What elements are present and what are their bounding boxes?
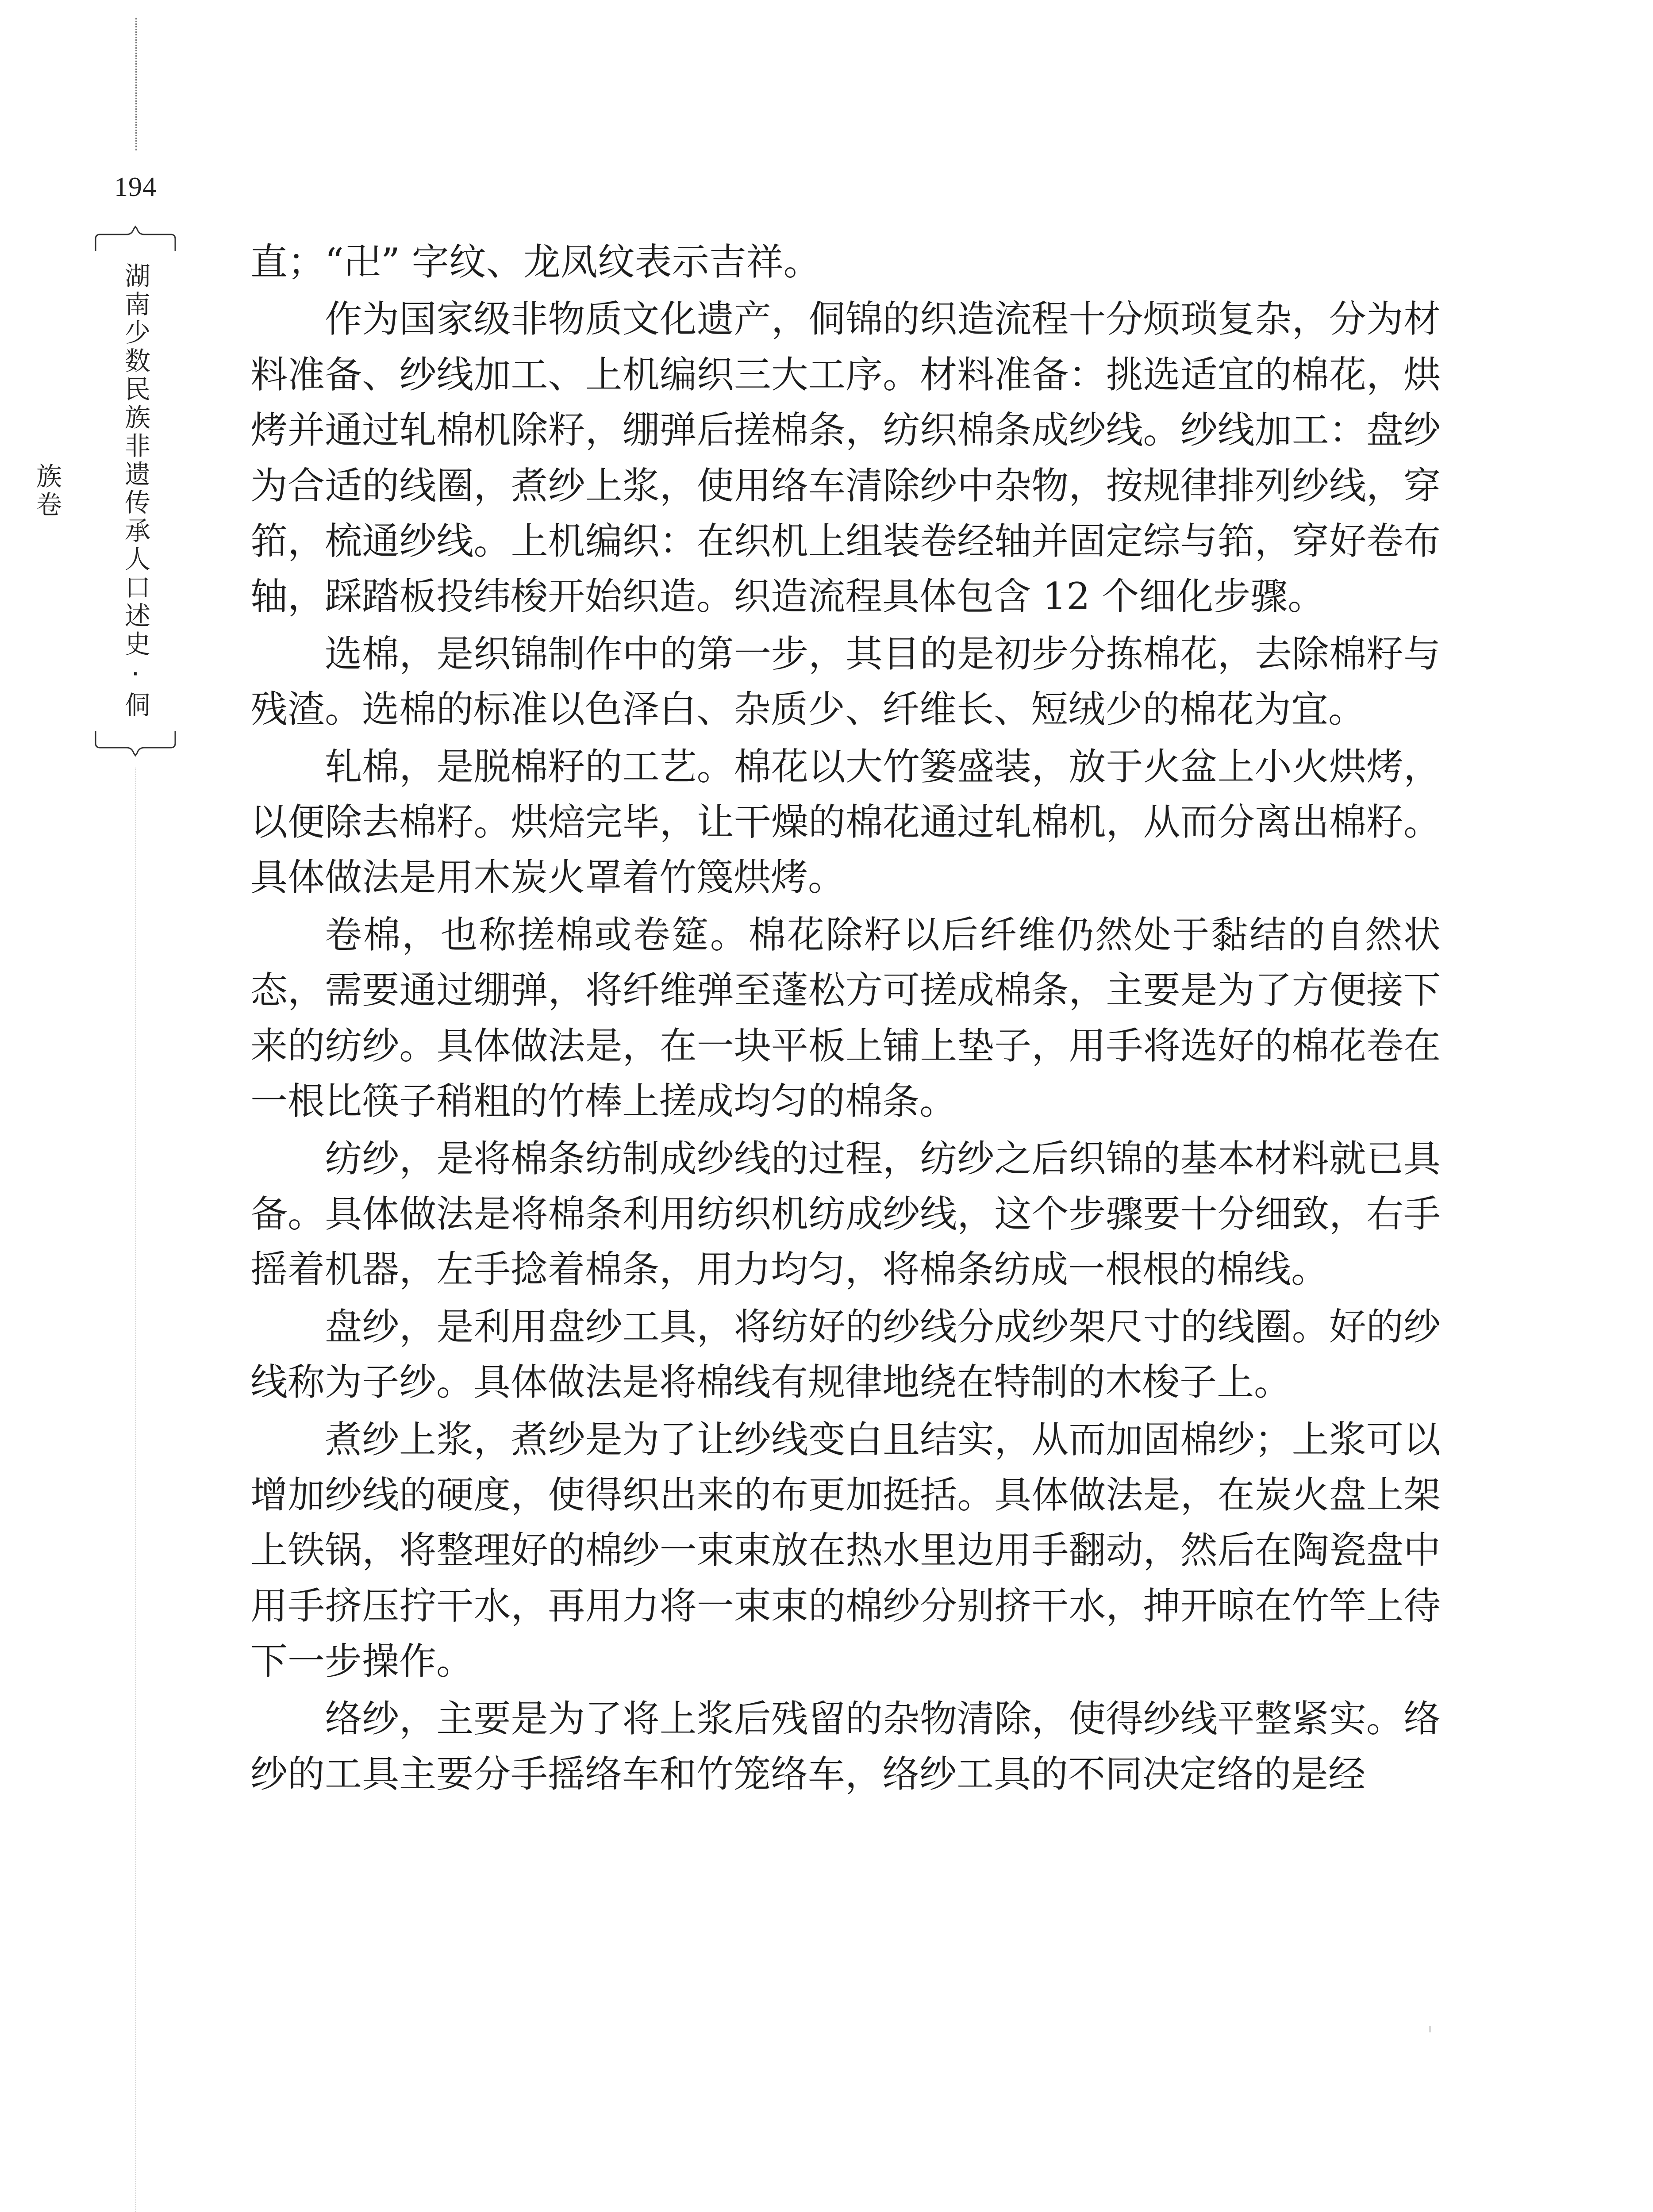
page-number: 194	[114, 172, 157, 202]
header-rule-top	[135, 18, 137, 150]
paragraph-continued: 直；“卍” 字纹、龙凤纹表示吉祥。	[250, 240, 821, 284]
running-header	[32, 226, 180, 757]
paragraph-weaving-overview: 作为国家级非物质文化遗产，侗锦的织造流程十分烦琐复杂，分为材料准备、纱线加工、上机编织三大工序。材料准备：挑选适宜的棉花，烘烤并通过轧棉机除籽，绷弹后搓棉条，纺织棉条成纱线。纱线加工：盘纱为合适的线圈，煮纱上浆，使用络车清除纱中杂物，按规律排列纱线，穿筘，梳通纱线。上机编织：在织机上组装卷经轴并固定综与筘，穿好卷布轴，踩踏板投纬梭开始织造。织造流程具体包含 12 个细化步骤。	[250, 297, 1441, 618]
bracket-top-ornament	[91, 226, 180, 252]
paragraph-select-cotton: 选棉，是织锦制作中的第一步，其目的是初步分拣棉花，去除棉籽与残渣。选棉的标准以色泽白、杂质少、纤维长、短绒少的棉花为宜。	[250, 632, 1441, 731]
bracket-bottom-ornament	[91, 730, 180, 757]
paragraph-spin-yarn: 纺纱，是将棉条纺制成纱线的过程，纺纱之后织锦的基本材料就已具备。具体做法是将棉条利用纺织机纺成纱线，这个步骤要十分细致，右手摇着机器，左手捻着棉条，用力均匀，将棉条纺成一根根的棉线。	[250, 1137, 1441, 1291]
paragraph-wind-yarn: 络纱，主要是为了将上浆后残留的杂物清除，使得纱线平整紧实。络纱的工具主要分手摇络车和竹笼络车，络纱工具的不同决定络的是经	[250, 1697, 1441, 1796]
paragraph-roll-cotton: 卷棉，也称搓棉或卷筵。棉花除籽以后纤维仍然处于黏结的自然状态，需要通过绷弹，将纤维弹至蓬松方可搓成棉条，主要是为了方便接下来的纺纱。具体做法是，在一块平板上铺上垫子，用手将选好的棉花卷在一根比筷子稍粗的竹棒上搓成均匀的棉条。	[250, 913, 1441, 1123]
paragraph-gin-cotton: 轧棉，是脱棉籽的工艺。棉花以大竹篓盛装，放于火盆上小火烘烤，以便除去棉籽。烘焙完毕，让干燥的棉花通过轧棉机，从而分离出棉籽。具体做法是用木炭火罩着竹篾烘烤。	[250, 745, 1441, 899]
paragraph-boil-size-yarn: 煮纱上浆，煮纱是为了让纱线变白且结实，从而加固棉纱；上浆可以增加纱线的硬度，使得织出来的布更加挺括。具体做法是，在炭火盘上架上铁锅，将整理好的棉纱一束束放在热水里边用手翻动，然后在陶瓷盘中用手挤压拧干水，再用力将一束束的棉纱分别挤干水，抻开晾在竹竿上待下一步操作。	[250, 1417, 1441, 1683]
paragraph-coil-yarn: 盘纱，是利用盘纱工具，将纺好的纱线分成纱架尺寸的线圈。好的纱线称为子纱。具体做法是将棉线有规律地绕在特制的木梭子上。	[250, 1305, 1441, 1404]
margin-rule-bottom	[135, 768, 136, 2212]
body-text	[250, 234, 1441, 1802]
scan-artifact	[1429, 2026, 1431, 2032]
running-title: 湖南少数民族非遗传承人口述史·侗族卷	[32, 262, 150, 720]
